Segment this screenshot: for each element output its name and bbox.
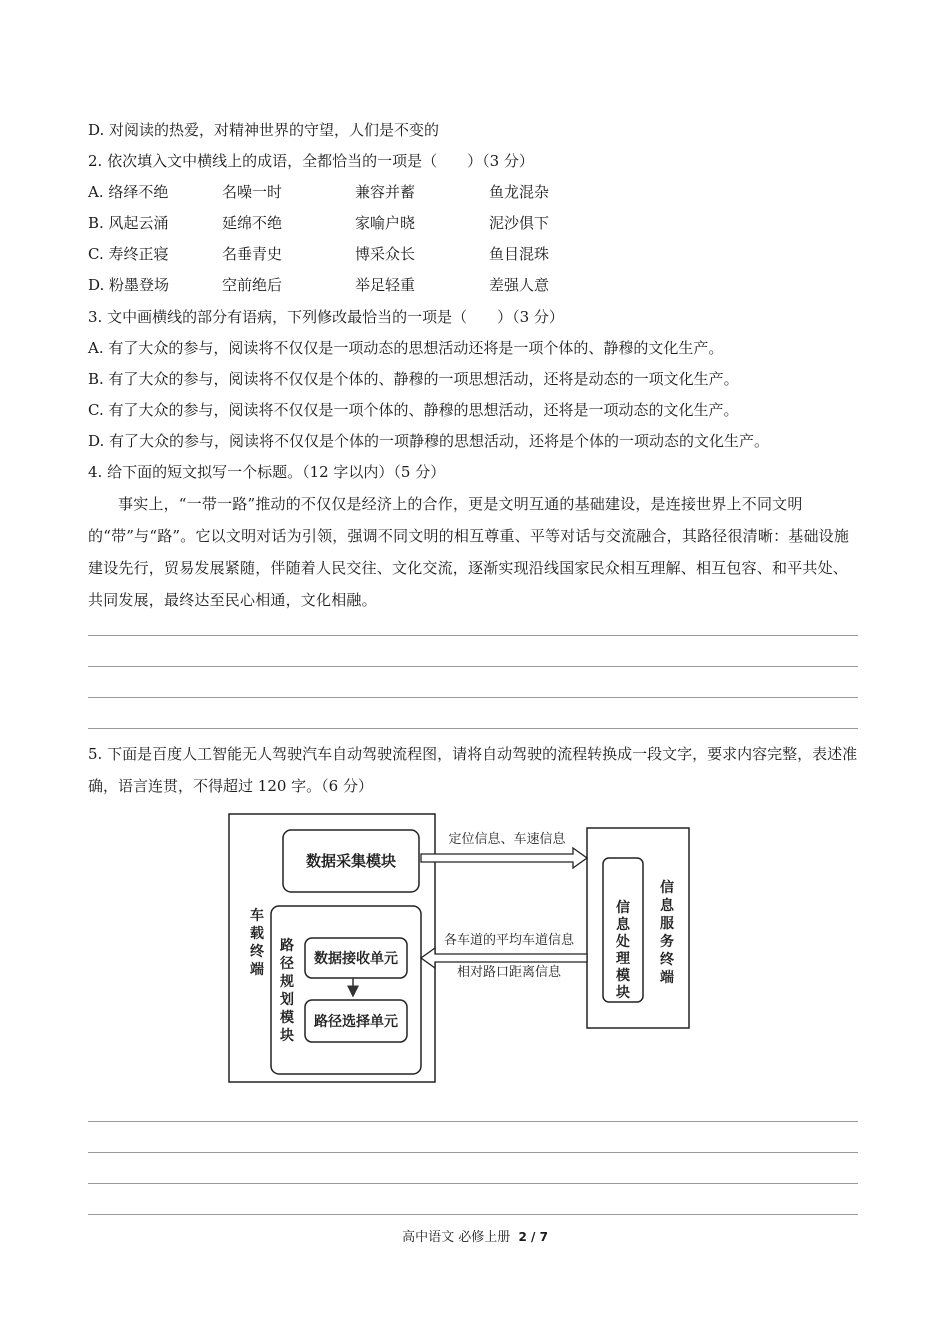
footer-text: 高中语文 必修上册: [402, 1230, 511, 1245]
page-number: 2 / 7: [518, 1230, 548, 1244]
answer-line[interactable]: [88, 666, 858, 667]
q2-d-3: 举足轻重: [355, 276, 416, 294]
uplink-arrow-label: 定位信息、车速信息: [448, 832, 566, 847]
route-selection-label: 路径选择单元: [314, 1014, 398, 1030]
q2-c-1: C. 寿终正寝: [88, 245, 169, 263]
q2-a-1: A. 络绎不绝: [88, 183, 169, 201]
info-service-terminal-label: 信息服务终端: [660, 880, 674, 986]
flowchart: [225, 810, 705, 1086]
q2-stem: 2. 依次填入文中横线上的成语，全都恰当的一项是（ ）（3 分）: [88, 152, 534, 170]
q2-d-2: 空前绝后: [222, 276, 283, 294]
route-planning-label: 路径规划模块: [280, 938, 294, 1044]
q1-option-d: D. 对阅读的热爱，对精神世界的守望，人们是不变的: [88, 121, 440, 139]
q2-d-4: 差强人意: [489, 276, 550, 294]
q2-d-1: D. 粉墨登场: [88, 276, 170, 294]
answer-line[interactable]: [88, 1183, 858, 1184]
answer-line[interactable]: [88, 1152, 858, 1153]
q2-c-3: 博采众长: [355, 245, 416, 263]
page-footer: [0, 1228, 950, 1247]
answer-line[interactable]: [88, 728, 858, 729]
answer-line[interactable]: [88, 1121, 858, 1122]
answer-line[interactable]: [88, 697, 858, 698]
q2-a-3: 兼容并蓄: [355, 183, 416, 201]
downlink-label-2: 相对路口距离信息: [456, 965, 562, 980]
q4-passage: 事实上，“一带一路”推动的不仅仅是经济上的合作，更是文明互通的基础建设，是连接世界上不同文明的“带”与“路”。它以文明对话为引领，强调不同文明的相互尊重、平等对话与交流融合，其路径很清晰：基础设施建设先行，贸易发展紧随，伴随着人民交往、文化交流，逐渐实现沿线国家民众相互理解、相互包容、和平共处、共同发展，最终达至民心相通，文化相融。: [88, 495, 850, 609]
q4-stem: 4. 给下面的短文拟写一个标题。（12 字以内）（5 分）: [88, 463, 446, 481]
q3-option-a: A. 有了大众的参与，阅读将不仅仅是一项动态的思想活动还将是一项个体的、静穆的文化生产。: [88, 339, 724, 357]
data-collection-label: 数据采集模块: [305, 852, 397, 870]
q2-b-4: 泥沙俱下: [489, 214, 550, 232]
vehicle-terminal-label: 车载终端: [250, 908, 264, 978]
q2-a-4: 鱼龙混杂: [489, 183, 550, 201]
answer-line[interactable]: [88, 635, 858, 636]
uplink-arrow: [421, 848, 587, 868]
answer-line[interactable]: [88, 1214, 858, 1215]
q3-option-c: C. 有了大众的参与，阅读将不仅仅是一项个体的、静穆的思想活动，还将是一项动态的文化生产。: [88, 401, 739, 419]
q2-b-2: 延绵不绝: [222, 214, 283, 232]
q3-stem: 3. 文中画横线的部分有语病，下列修改最恰当的一项是（ ）（3 分）: [88, 308, 564, 326]
route-planning-box: [271, 906, 421, 1074]
q3-option-b: B. 有了大众的参与，阅读将不仅仅是个体的、静穆的一项思想活动，还将是动态的一项文化生产。: [88, 370, 739, 388]
q3-option-d: D. 有了大众的参与，阅读将不仅仅是个体的一项静穆的思想活动，还将是个体的一项动态的文化生产。: [88, 432, 770, 450]
q2-c-4: 鱼目混珠: [489, 245, 550, 263]
q2-b-1: B. 风起云涌: [88, 214, 169, 232]
q2-b-3: 家喻户晓: [355, 214, 416, 232]
q2-a-2: 名噪一时: [222, 183, 283, 201]
data-receiving-label: 数据接收单元: [314, 951, 398, 967]
q5-stem: 5. 下面是百度人工智能无人驾驶汽车自动驾驶流程图，请将自动驾驶的流程转换成一段文字，要求内容完整，表述准确，语言连贯，不得超过 120 字。（6 分）: [88, 745, 858, 795]
downlink-label-1: 各车道的平均车道信息: [443, 933, 575, 948]
info-processing-label: 信息处理模块: [616, 900, 630, 1001]
q2-c-2: 名垂青史: [222, 245, 283, 263]
